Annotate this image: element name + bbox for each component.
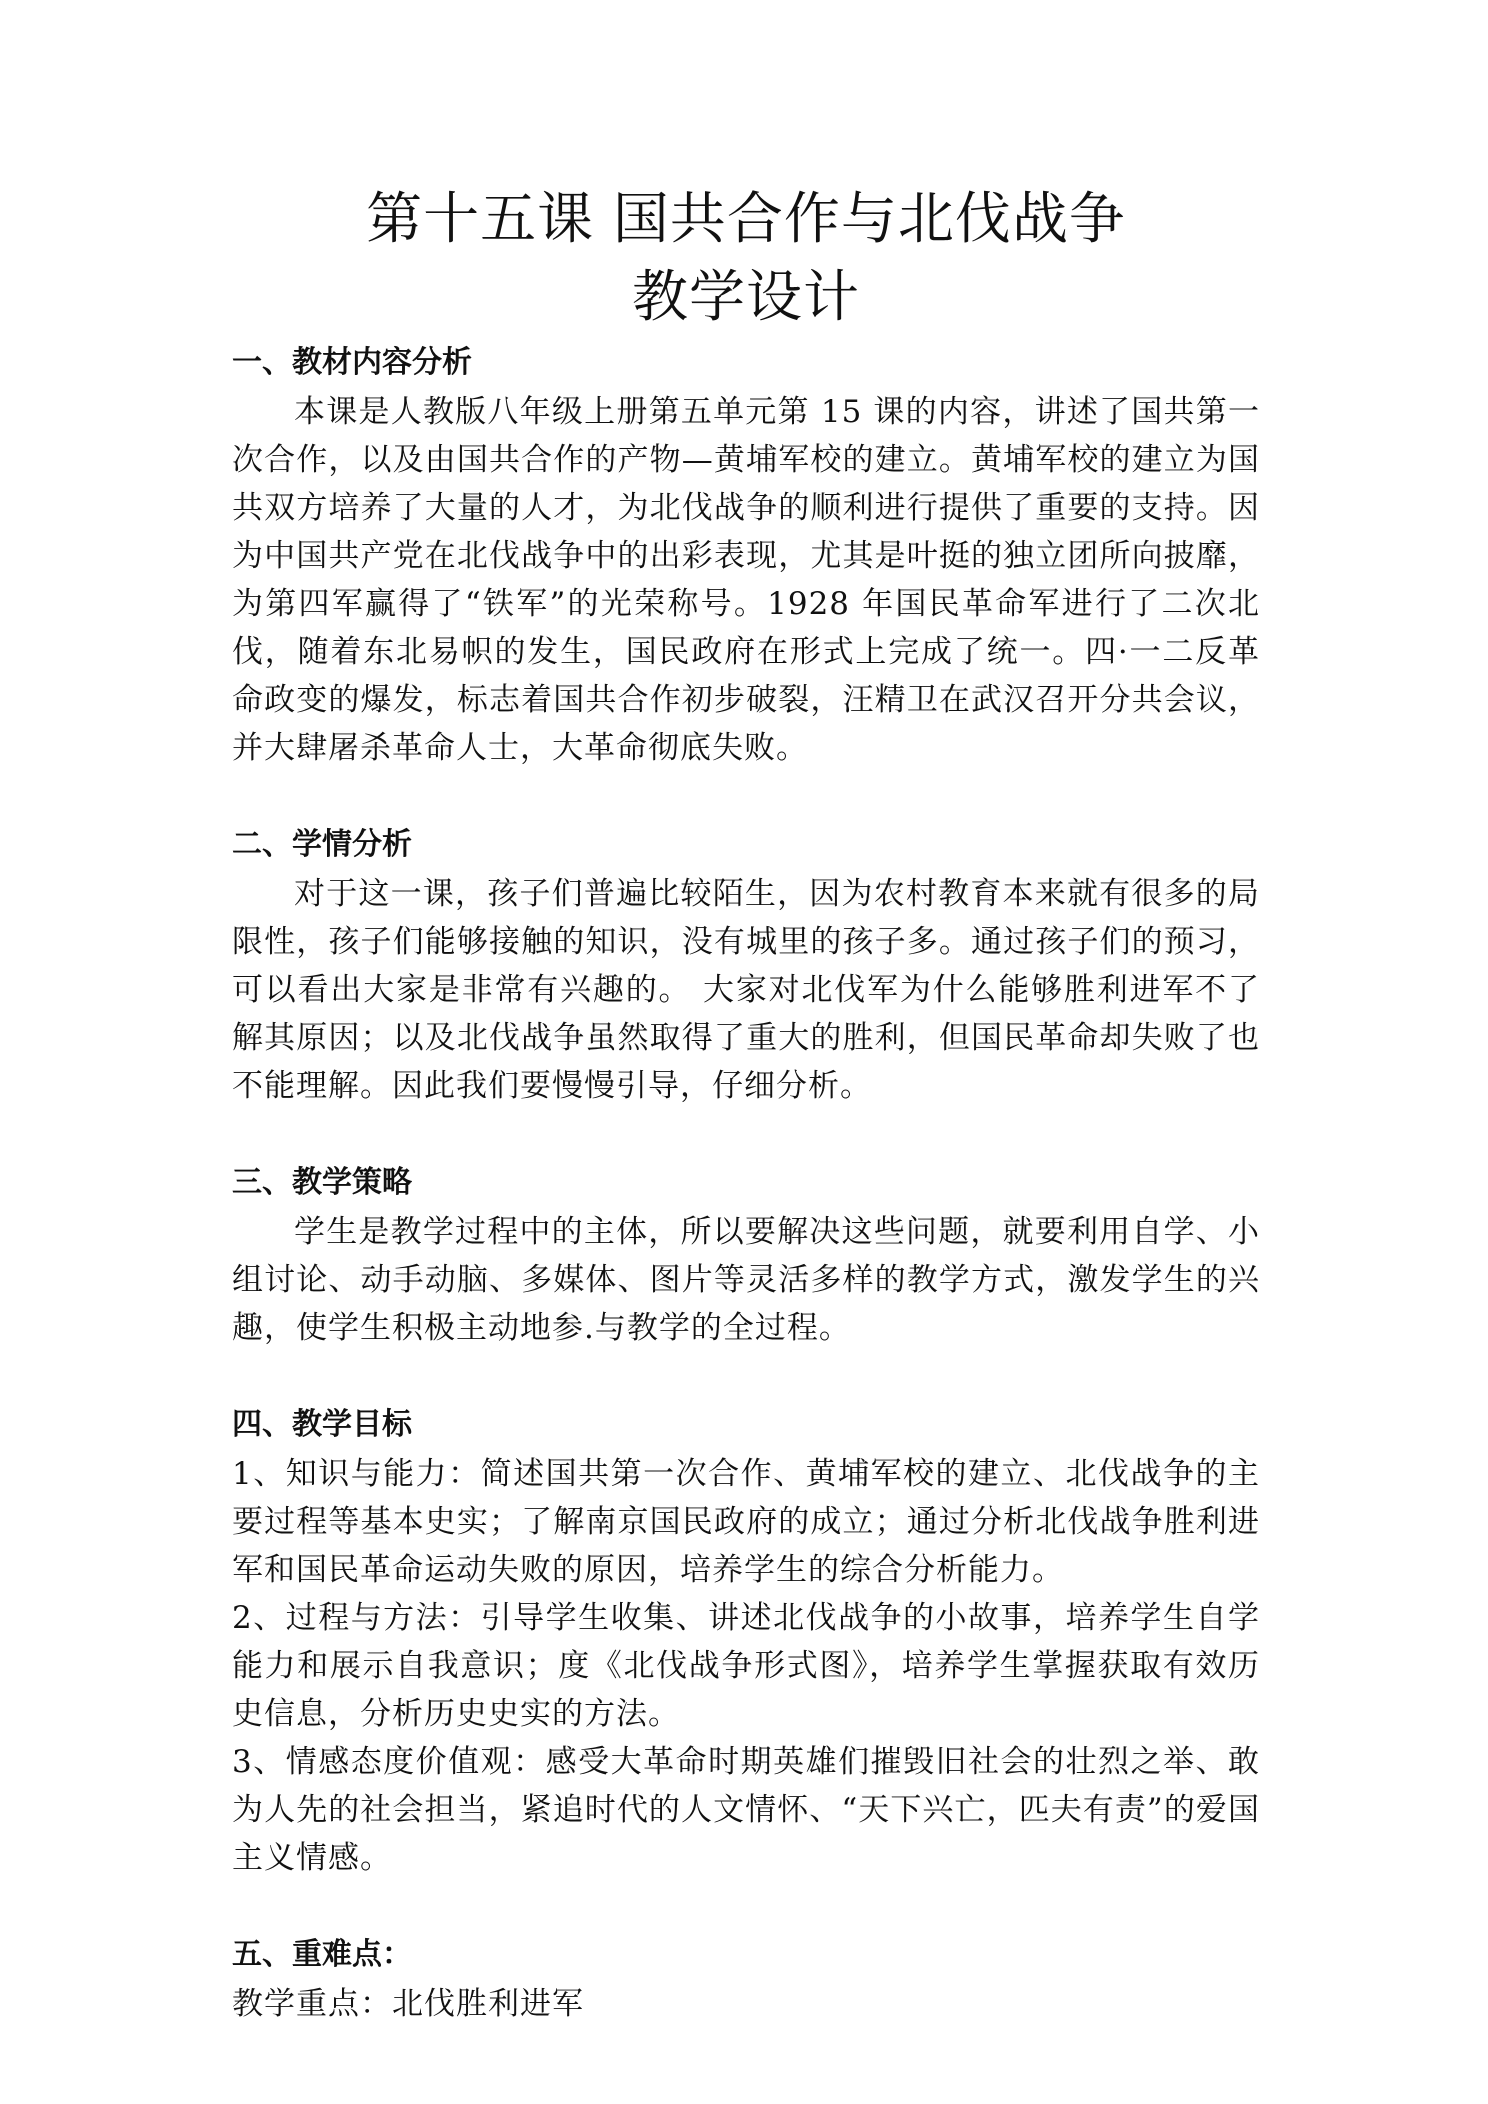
goal-item: 1、知识与能力：简述国共第一次合作、黄埔军校的建立、北伐战争的主要过程等基本史实；了解南京国民政府的成立；通过分析北伐战争胜利进军和国民革命运动失败的原因，培养学生的综合分析能力。 [232,1456,1260,1588]
section-heading: 一、教材内容分析 [232,345,472,380]
spacer [232,1110,1260,1158]
section-heading: 五、重难点： [232,1937,412,1972]
paragraph: 教学重点：北伐胜利进军 [232,1986,584,2022]
paragraph: 学生是教学过程中的主体，所以要解决这些问题，就要利用自学、小组讨论、动手动脑、多媒体、图片等灵活多样的教学方式，激发学生的兴趣，使学生积极主动地参.与教学的全过程。 [232,1214,1260,1346]
goal-item: 2、过程与方法：引导学生收集、讲述北伐战争的小故事，培养学生自学能力和展示自我意识；度《北伐战争形式图》，培养学生掌握获取有效历史信息，分析历史史实的方法。 [232,1600,1260,1732]
document-page [232,180,1260,2028]
document-title: 第十五课 国共合作与北伐战争 [366,187,1126,252]
paragraph: 本课是人教版八年级上册第五单元第 15 课的内容，讲述了国共第一次合作，以及由国共合作的产物—黄埔军校的建立。黄埔军校的建立为国共双方培养了大量的人才，为北伐战争的顺利进行提供了重要的支持。因为中国共产党在北伐战争中的出彩表现，尤其是叶挺的独立团所向披靡，为第四军赢得了“铁军”的光荣称号。1928 年国民革命军进行了二次北伐，随着东北易帜的发生，国民政府在形式上完成了统一。四·一二反革命政变的爆发，标志着国共合作初步破裂，汪精卫在武汉召开分共会议，并大肆屠杀革命人士，大革命彻底失败。 [232,394,1260,766]
spacer [232,1882,1260,1930]
paragraph: 对于这一课，孩子们普遍比较陌生，因为农村教育本来就有很多的局限性，孩子们能够接触的知识，没有城里的孩子多。通过孩子们的预习，可以看出大家是非常有兴趣的。 大家对北伐军为什么能够胜利进军不了解其原因；以及北伐战争虽然取得了重大的胜利，但国民革命却失败了也不能理解。因此我们要慢慢引导，仔细分析。 [232,876,1260,1104]
section-teaching-strategy [232,1158,1260,1352]
spacer [232,772,1260,820]
section-heading: 二、学情分析 [232,827,412,862]
section-materials-analysis [232,338,1260,772]
section-heading: 三、教学策略 [232,1165,412,1200]
spacer [232,1352,1260,1400]
document-subtitle: 教学设计 [632,265,860,330]
goal-item: 3、情感态度价值观：感受大革命时期英雄们摧毁旧社会的壮烈之举、敢为人先的社会担当，紧追时代的人文情怀、“天下兴亡，匹夫有责”的爱国主义情感。 [232,1744,1260,1876]
section-student-analysis [232,820,1260,1110]
section-key-points [232,1930,1260,2028]
section-teaching-goals [232,1400,1260,1882]
section-heading: 四、教学目标 [232,1407,412,1442]
